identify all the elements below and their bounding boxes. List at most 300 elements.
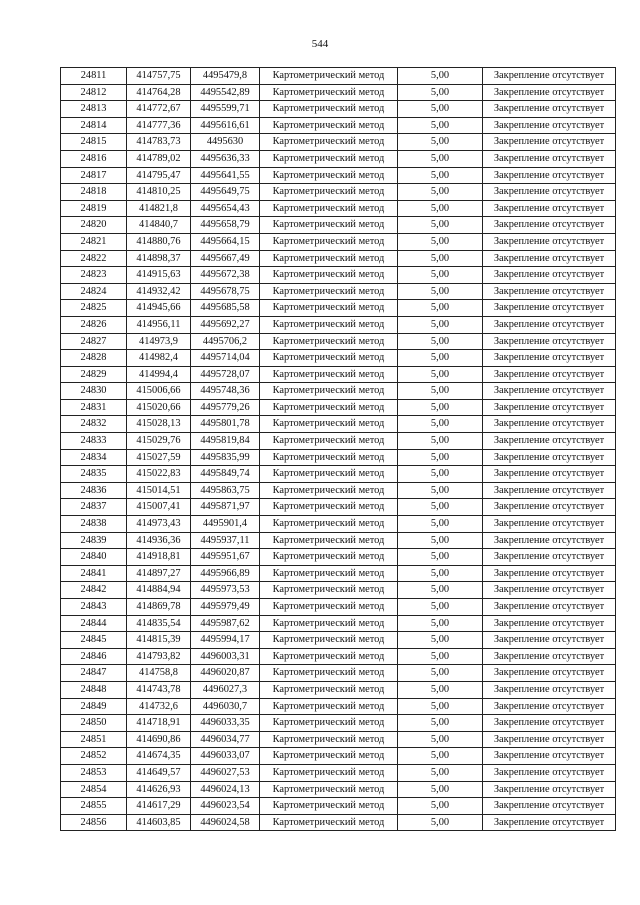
cell-x-coordinate: 415022,83 xyxy=(127,466,191,483)
cell-accuracy: 5,00 xyxy=(398,482,483,499)
table-row xyxy=(61,532,616,549)
cell-x-coordinate: 414617,29 xyxy=(127,798,191,815)
cell-point-number: 24846 xyxy=(61,648,127,665)
cell-fixing-note: Закрепление отсутствует xyxy=(483,565,616,582)
cell-accuracy: 5,00 xyxy=(398,416,483,433)
cell-fixing-note: Закрепление отсутствует xyxy=(483,101,616,118)
cell-method: Картометрический метод xyxy=(260,781,398,798)
cell-y-coordinate: 4495849,74 xyxy=(191,466,260,483)
cell-point-number: 24835 xyxy=(61,466,127,483)
cell-method: Картометрический метод xyxy=(260,416,398,433)
cell-point-number: 24832 xyxy=(61,416,127,433)
table-row xyxy=(61,764,616,781)
cell-method: Картометрический метод xyxy=(260,233,398,250)
cell-y-coordinate: 4495479,8 xyxy=(191,68,260,85)
cell-accuracy: 5,00 xyxy=(398,449,483,466)
cell-accuracy: 5,00 xyxy=(398,781,483,798)
cell-method: Картометрический метод xyxy=(260,764,398,781)
cell-method: Картометрический метод xyxy=(260,731,398,748)
cell-x-coordinate: 414869,78 xyxy=(127,599,191,616)
cell-x-coordinate: 415027,59 xyxy=(127,449,191,466)
cell-fixing-note: Закрепление отсутствует xyxy=(483,549,616,566)
cell-point-number: 24816 xyxy=(61,150,127,167)
table-row xyxy=(61,549,616,566)
cell-accuracy: 5,00 xyxy=(398,582,483,599)
cell-y-coordinate: 4496023,54 xyxy=(191,798,260,815)
table-row xyxy=(61,150,616,167)
cell-accuracy: 5,00 xyxy=(398,433,483,450)
cell-point-number: 24854 xyxy=(61,781,127,798)
cell-y-coordinate: 4495801,78 xyxy=(191,416,260,433)
cell-point-number: 24838 xyxy=(61,516,127,533)
cell-point-number: 24847 xyxy=(61,665,127,682)
cell-accuracy: 5,00 xyxy=(398,764,483,781)
table-row xyxy=(61,316,616,333)
cell-y-coordinate: 4495871,97 xyxy=(191,499,260,516)
cell-method: Картометрический метод xyxy=(260,565,398,582)
cell-method: Картометрический метод xyxy=(260,632,398,649)
table-row xyxy=(61,599,616,616)
cell-fixing-note: Закрепление отсутствует xyxy=(483,316,616,333)
cell-accuracy: 5,00 xyxy=(398,233,483,250)
table-row xyxy=(61,433,616,450)
cell-y-coordinate: 4496020,87 xyxy=(191,665,260,682)
cell-fixing-note: Закрепление отсутствует xyxy=(483,582,616,599)
table-row xyxy=(61,648,616,665)
table-row xyxy=(61,482,616,499)
cell-fixing-note: Закрепление отсутствует xyxy=(483,532,616,549)
cell-fixing-note: Закрепление отсутствует xyxy=(483,665,616,682)
cell-method: Картометрический метод xyxy=(260,449,398,466)
table-row xyxy=(61,416,616,433)
cell-fixing-note: Закрепление отсутствует xyxy=(483,632,616,649)
table-row xyxy=(61,565,616,582)
cell-point-number: 24829 xyxy=(61,366,127,383)
cell-y-coordinate: 4496024,13 xyxy=(191,781,260,798)
cell-method: Картометрический метод xyxy=(260,68,398,85)
cell-method: Картометрический метод xyxy=(260,466,398,483)
cell-x-coordinate: 414936,36 xyxy=(127,532,191,549)
cell-y-coordinate: 4496027,3 xyxy=(191,681,260,698)
cell-point-number: 24850 xyxy=(61,715,127,732)
cell-point-number: 24840 xyxy=(61,549,127,566)
cell-point-number: 24836 xyxy=(61,482,127,499)
cell-accuracy: 5,00 xyxy=(398,565,483,582)
cell-fixing-note: Закрепление отсутствует xyxy=(483,715,616,732)
cell-point-number: 24842 xyxy=(61,582,127,599)
cell-point-number: 24821 xyxy=(61,233,127,250)
cell-y-coordinate: 4495728,07 xyxy=(191,366,260,383)
cell-accuracy: 5,00 xyxy=(398,516,483,533)
cell-fixing-note: Закрепление отсутствует xyxy=(483,648,616,665)
cell-x-coordinate: 415020,66 xyxy=(127,399,191,416)
table-row xyxy=(61,681,616,698)
cell-point-number: 24831 xyxy=(61,399,127,416)
cell-y-coordinate: 4495649,75 xyxy=(191,184,260,201)
cell-fixing-note: Закрепление отсутствует xyxy=(483,764,616,781)
cell-accuracy: 5,00 xyxy=(398,300,483,317)
cell-x-coordinate: 414649,57 xyxy=(127,764,191,781)
table-row xyxy=(61,715,616,732)
cell-fixing-note: Закрепление отсутствует xyxy=(483,466,616,483)
cell-point-number: 24824 xyxy=(61,283,127,300)
cell-method: Картометрический метод xyxy=(260,814,398,831)
cell-method: Картометрический метод xyxy=(260,698,398,715)
cell-y-coordinate: 4495664,15 xyxy=(191,233,260,250)
cell-point-number: 24834 xyxy=(61,449,127,466)
cell-point-number: 24811 xyxy=(61,68,127,85)
cell-point-number: 24856 xyxy=(61,814,127,831)
cell-x-coordinate: 414772,67 xyxy=(127,101,191,118)
cell-y-coordinate: 4495630 xyxy=(191,134,260,151)
cell-fixing-note: Закрепление отсутствует xyxy=(483,300,616,317)
cell-point-number: 24823 xyxy=(61,267,127,284)
cell-x-coordinate: 414783,73 xyxy=(127,134,191,151)
cell-method: Картометрический метод xyxy=(260,283,398,300)
cell-y-coordinate: 4495542,89 xyxy=(191,84,260,101)
cell-point-number: 24851 xyxy=(61,731,127,748)
cell-y-coordinate: 4495714,04 xyxy=(191,350,260,367)
cell-fixing-note: Закрепление отсутствует xyxy=(483,399,616,416)
cell-x-coordinate: 414932,42 xyxy=(127,283,191,300)
cell-method: Картометрический метод xyxy=(260,399,398,416)
table-row xyxy=(61,333,616,350)
cell-fixing-note: Закрепление отсутствует xyxy=(483,416,616,433)
cell-accuracy: 5,00 xyxy=(398,499,483,516)
cell-fixing-note: Закрепление отсутствует xyxy=(483,681,616,698)
cell-point-number: 24827 xyxy=(61,333,127,350)
cell-accuracy: 5,00 xyxy=(398,101,483,118)
cell-fixing-note: Закрепление отсутствует xyxy=(483,150,616,167)
cell-accuracy: 5,00 xyxy=(398,283,483,300)
cell-accuracy: 5,00 xyxy=(398,217,483,234)
cell-accuracy: 5,00 xyxy=(398,117,483,134)
cell-point-number: 24819 xyxy=(61,200,127,217)
cell-fixing-note: Закрепление отсутствует xyxy=(483,615,616,632)
table-row xyxy=(61,117,616,134)
cell-method: Картометрический метод xyxy=(260,184,398,201)
cell-method: Картометрический метод xyxy=(260,516,398,533)
cell-method: Картометрический метод xyxy=(260,316,398,333)
cell-accuracy: 5,00 xyxy=(398,68,483,85)
cell-fixing-note: Закрепление отсутствует xyxy=(483,233,616,250)
cell-accuracy: 5,00 xyxy=(398,466,483,483)
cell-accuracy: 5,00 xyxy=(398,366,483,383)
cell-method: Картометрический метод xyxy=(260,250,398,267)
cell-x-coordinate: 414973,9 xyxy=(127,333,191,350)
cell-x-coordinate: 414898,37 xyxy=(127,250,191,267)
cell-x-coordinate: 414732,6 xyxy=(127,698,191,715)
cell-method: Картометрический метод xyxy=(260,681,398,698)
cell-fixing-note: Закрепление отсутствует xyxy=(483,383,616,400)
cell-accuracy: 5,00 xyxy=(398,798,483,815)
cell-method: Картометрический метод xyxy=(260,582,398,599)
table-row xyxy=(61,233,616,250)
cell-accuracy: 5,00 xyxy=(398,599,483,616)
cell-y-coordinate: 4495641,55 xyxy=(191,167,260,184)
cell-method: Картометрический метод xyxy=(260,167,398,184)
cell-fixing-note: Закрепление отсутствует xyxy=(483,482,616,499)
cell-fixing-note: Закрепление отсутствует xyxy=(483,516,616,533)
cell-x-coordinate: 414743,78 xyxy=(127,681,191,698)
cell-method: Картометрический метод xyxy=(260,798,398,815)
cell-y-coordinate: 4495937,11 xyxy=(191,532,260,549)
table-row xyxy=(61,101,616,118)
cell-fixing-note: Закрепление отсутствует xyxy=(483,350,616,367)
cell-accuracy: 5,00 xyxy=(398,615,483,632)
cell-fixing-note: Закрепление отсутствует xyxy=(483,167,616,184)
table-row xyxy=(61,499,616,516)
cell-point-number: 24830 xyxy=(61,383,127,400)
cell-point-number: 24818 xyxy=(61,184,127,201)
cell-accuracy: 5,00 xyxy=(398,648,483,665)
table-row xyxy=(61,167,616,184)
cell-accuracy: 5,00 xyxy=(398,665,483,682)
table-row xyxy=(61,399,616,416)
cell-point-number: 24852 xyxy=(61,748,127,765)
cell-x-coordinate: 414815,39 xyxy=(127,632,191,649)
cell-accuracy: 5,00 xyxy=(398,399,483,416)
cell-fixing-note: Закрепление отсутствует xyxy=(483,781,616,798)
cell-fixing-note: Закрепление отсутствует xyxy=(483,200,616,217)
cell-fixing-note: Закрепление отсутствует xyxy=(483,217,616,234)
cell-accuracy: 5,00 xyxy=(398,333,483,350)
cell-accuracy: 5,00 xyxy=(398,316,483,333)
cell-method: Картометрический метод xyxy=(260,150,398,167)
cell-method: Картометрический метод xyxy=(260,615,398,632)
cell-y-coordinate: 4496033,07 xyxy=(191,748,260,765)
cell-fixing-note: Закрепление отсутствует xyxy=(483,449,616,466)
table-row xyxy=(61,283,616,300)
cell-accuracy: 5,00 xyxy=(398,731,483,748)
cell-method: Картометрический метод xyxy=(260,648,398,665)
cell-accuracy: 5,00 xyxy=(398,383,483,400)
cell-accuracy: 5,00 xyxy=(398,632,483,649)
cell-x-coordinate: 414626,93 xyxy=(127,781,191,798)
table-row xyxy=(61,383,616,400)
cell-method: Картометрический метод xyxy=(260,300,398,317)
cell-y-coordinate: 4496003,31 xyxy=(191,648,260,665)
cell-point-number: 24817 xyxy=(61,167,127,184)
cell-method: Картометрический метод xyxy=(260,267,398,284)
cell-method: Картометрический метод xyxy=(260,383,398,400)
cell-method: Картометрический метод xyxy=(260,200,398,217)
cell-point-number: 24812 xyxy=(61,84,127,101)
cell-fixing-note: Закрепление отсутствует xyxy=(483,748,616,765)
cell-y-coordinate: 4495973,53 xyxy=(191,582,260,599)
table-row xyxy=(61,582,616,599)
cell-accuracy: 5,00 xyxy=(398,350,483,367)
cell-method: Картометрический метод xyxy=(260,433,398,450)
cell-accuracy: 5,00 xyxy=(398,250,483,267)
cell-method: Картометрический метод xyxy=(260,217,398,234)
cell-x-coordinate: 414994,4 xyxy=(127,366,191,383)
cell-accuracy: 5,00 xyxy=(398,698,483,715)
table-row xyxy=(61,748,616,765)
table-row xyxy=(61,781,616,798)
cell-point-number: 24839 xyxy=(61,532,127,549)
cell-x-coordinate: 414795,47 xyxy=(127,167,191,184)
cell-x-coordinate: 414718,91 xyxy=(127,715,191,732)
cell-accuracy: 5,00 xyxy=(398,748,483,765)
cell-fixing-note: Закрепление отсутствует xyxy=(483,698,616,715)
cell-point-number: 24848 xyxy=(61,681,127,698)
cell-fixing-note: Закрепление отсутствует xyxy=(483,184,616,201)
table-row xyxy=(61,366,616,383)
cell-point-number: 24825 xyxy=(61,300,127,317)
cell-point-number: 24820 xyxy=(61,217,127,234)
cell-fixing-note: Закрепление отсутствует xyxy=(483,84,616,101)
cell-fixing-note: Закрепление отсутствует xyxy=(483,68,616,85)
cell-x-coordinate: 414603,85 xyxy=(127,814,191,831)
cell-fixing-note: Закрепление отсутствует xyxy=(483,731,616,748)
cell-method: Картометрический метод xyxy=(260,134,398,151)
cell-y-coordinate: 4495863,75 xyxy=(191,482,260,499)
cell-x-coordinate: 414674,35 xyxy=(127,748,191,765)
cell-y-coordinate: 4495616,61 xyxy=(191,117,260,134)
cell-x-coordinate: 414973,43 xyxy=(127,516,191,533)
cell-fixing-note: Закрепление отсутствует xyxy=(483,134,616,151)
cell-accuracy: 5,00 xyxy=(398,184,483,201)
cell-x-coordinate: 414956,11 xyxy=(127,316,191,333)
cell-y-coordinate: 4495748,36 xyxy=(191,383,260,400)
cell-method: Картометрический метод xyxy=(260,532,398,549)
cell-x-coordinate: 414880,76 xyxy=(127,233,191,250)
cell-accuracy: 5,00 xyxy=(398,814,483,831)
table-row xyxy=(61,134,616,151)
cell-y-coordinate: 4496034,77 xyxy=(191,731,260,748)
cell-y-coordinate: 4496027,53 xyxy=(191,764,260,781)
cell-x-coordinate: 414777,36 xyxy=(127,117,191,134)
cell-method: Картометрический метод xyxy=(260,715,398,732)
cell-fixing-note: Закрепление отсутствует xyxy=(483,267,616,284)
cell-accuracy: 5,00 xyxy=(398,715,483,732)
table-row xyxy=(61,200,616,217)
cell-y-coordinate: 4495966,89 xyxy=(191,565,260,582)
cell-y-coordinate: 4495779,26 xyxy=(191,399,260,416)
cell-y-coordinate: 4495692,27 xyxy=(191,316,260,333)
cell-fixing-note: Закрепление отсутствует xyxy=(483,798,616,815)
cell-point-number: 24813 xyxy=(61,101,127,118)
cell-y-coordinate: 4495951,67 xyxy=(191,549,260,566)
table-row xyxy=(61,84,616,101)
page-number: 544 xyxy=(311,38,329,50)
cell-fixing-note: Закрепление отсутствует xyxy=(483,366,616,383)
cell-x-coordinate: 414840,7 xyxy=(127,217,191,234)
cell-y-coordinate: 4495835,99 xyxy=(191,449,260,466)
cell-method: Картометрический метод xyxy=(260,748,398,765)
cell-x-coordinate: 414810,25 xyxy=(127,184,191,201)
cell-accuracy: 5,00 xyxy=(398,200,483,217)
cell-point-number: 24844 xyxy=(61,615,127,632)
cell-y-coordinate: 4496030,7 xyxy=(191,698,260,715)
cell-fixing-note: Закрепление отсутствует xyxy=(483,283,616,300)
cell-point-number: 24849 xyxy=(61,698,127,715)
cell-x-coordinate: 414897,27 xyxy=(127,565,191,582)
cell-method: Картометрический метод xyxy=(260,499,398,516)
cell-x-coordinate: 414835,54 xyxy=(127,615,191,632)
table-row xyxy=(61,267,616,284)
cell-y-coordinate: 4495654,43 xyxy=(191,200,260,217)
cell-y-coordinate: 4495979,49 xyxy=(191,599,260,616)
table-row xyxy=(61,632,616,649)
cell-point-number: 24841 xyxy=(61,565,127,582)
cell-method: Картометрический метод xyxy=(260,84,398,101)
cell-y-coordinate: 4495994,17 xyxy=(191,632,260,649)
cell-point-number: 24822 xyxy=(61,250,127,267)
table-row xyxy=(61,731,616,748)
cell-point-number: 24855 xyxy=(61,798,127,815)
cell-fixing-note: Закрепление отсутствует xyxy=(483,599,616,616)
cell-x-coordinate: 415029,76 xyxy=(127,433,191,450)
table-row xyxy=(61,615,616,632)
cell-y-coordinate: 4496033,35 xyxy=(191,715,260,732)
cell-y-coordinate: 4495901,4 xyxy=(191,516,260,533)
cell-accuracy: 5,00 xyxy=(398,549,483,566)
cell-method: Картометрический метод xyxy=(260,366,398,383)
cell-point-number: 24845 xyxy=(61,632,127,649)
cell-x-coordinate: 415014,51 xyxy=(127,482,191,499)
cell-y-coordinate: 4495672,38 xyxy=(191,267,260,284)
cell-method: Картометрический метод xyxy=(260,333,398,350)
cell-point-number: 24853 xyxy=(61,764,127,781)
cell-y-coordinate: 4495706,2 xyxy=(191,333,260,350)
table-row xyxy=(61,184,616,201)
table-row xyxy=(61,300,616,317)
cell-x-coordinate: 414915,63 xyxy=(127,267,191,284)
cell-y-coordinate: 4495599,71 xyxy=(191,101,260,118)
cell-accuracy: 5,00 xyxy=(398,167,483,184)
coordinates-table xyxy=(60,67,616,831)
cell-y-coordinate: 4495819,84 xyxy=(191,433,260,450)
table-row xyxy=(61,68,616,85)
cell-y-coordinate: 4495658,79 xyxy=(191,217,260,234)
table-row xyxy=(61,798,616,815)
cell-fixing-note: Закрепление отсутствует xyxy=(483,814,616,831)
table-row xyxy=(61,449,616,466)
cell-y-coordinate: 4495678,75 xyxy=(191,283,260,300)
cell-point-number: 24837 xyxy=(61,499,127,516)
cell-x-coordinate: 414758,8 xyxy=(127,665,191,682)
cell-fixing-note: Закрепление отсутствует xyxy=(483,250,616,267)
table-row xyxy=(61,250,616,267)
cell-accuracy: 5,00 xyxy=(398,150,483,167)
cell-y-coordinate: 4496024,58 xyxy=(191,814,260,831)
table-row xyxy=(61,217,616,234)
cell-x-coordinate: 415007,41 xyxy=(127,499,191,516)
cell-x-coordinate: 414945,66 xyxy=(127,300,191,317)
cell-method: Картометрический метод xyxy=(260,549,398,566)
cell-x-coordinate: 414793,82 xyxy=(127,648,191,665)
cell-x-coordinate: 415006,66 xyxy=(127,383,191,400)
cell-accuracy: 5,00 xyxy=(398,267,483,284)
table-row xyxy=(61,516,616,533)
table-row xyxy=(61,814,616,831)
cell-y-coordinate: 4495667,49 xyxy=(191,250,260,267)
table-row xyxy=(61,665,616,682)
cell-accuracy: 5,00 xyxy=(398,134,483,151)
table-row xyxy=(61,698,616,715)
cell-point-number: 24828 xyxy=(61,350,127,367)
cell-y-coordinate: 4495987,62 xyxy=(191,615,260,632)
cell-method: Картометрический метод xyxy=(260,665,398,682)
cell-x-coordinate: 414982,4 xyxy=(127,350,191,367)
cell-fixing-note: Закрепление отсутствует xyxy=(483,433,616,450)
cell-method: Картометрический метод xyxy=(260,482,398,499)
cell-method: Картометрический метод xyxy=(260,101,398,118)
table-row xyxy=(61,350,616,367)
cell-x-coordinate: 414789,02 xyxy=(127,150,191,167)
